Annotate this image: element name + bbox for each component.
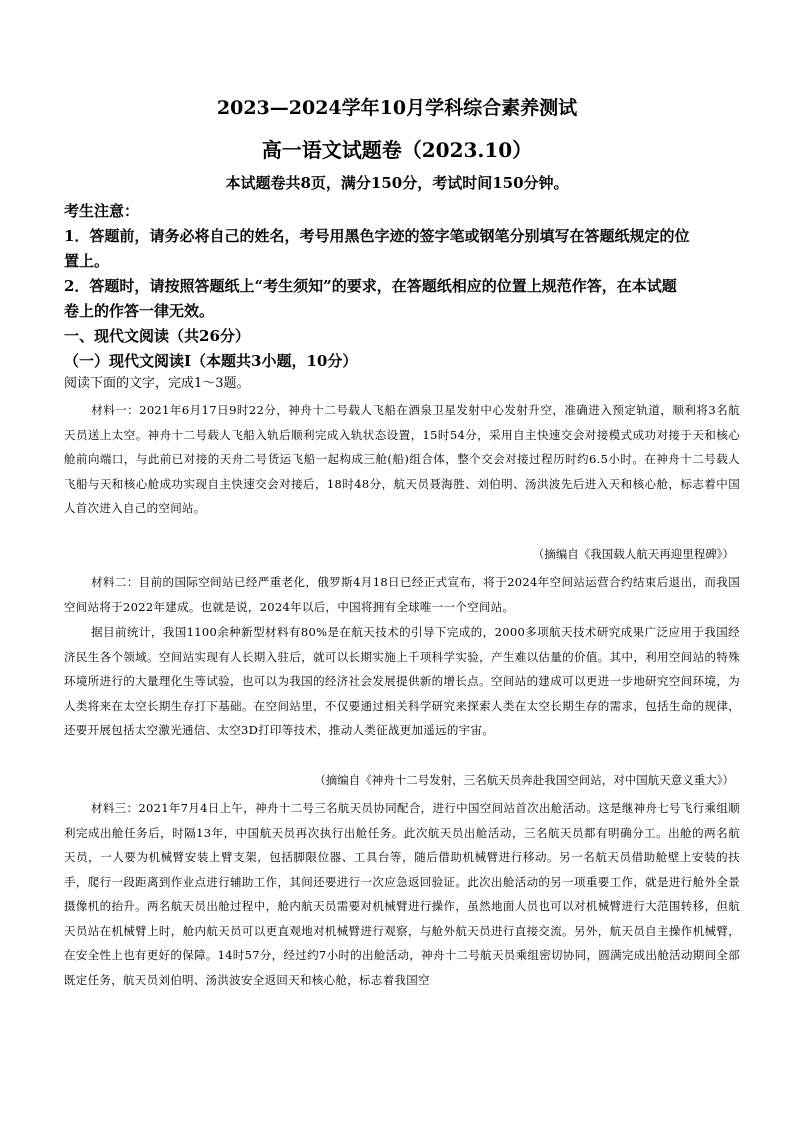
material-2-text-1: 材料二：目前的国际空间站已经严重老化，俄罗斯4月18日已经正式宣布，将于2024年空间站运营合约结束后退出，而我国空间站将于2022年建成。也就是说，2024年以后，中国将拥有全球唯一一个空间站。 [64, 575, 740, 614]
notice-item-1-line-2: 置上。 [64, 252, 110, 270]
notice-item-2-line-1: 2．答题时，请按照答题纸上“考生须知”的要求，在答题纸相应的位置上规范作答，在本试题 [64, 277, 677, 295]
notice-item-1-line-1: 1．答题前，请务必将自己的姓名，考号用黑色字迹的签字笔或钢笔分别填写在答题纸规定的位 [64, 227, 690, 245]
material-2-text-2: 据目前统计，我国1100余种新型材料有80%是在航天技术的引导下完成的，2000多项航天技术研究成果广泛应用于我国经济民生各个领域。空间站实现有人长期入驻后，就可以长期实施上千项科学实验，产生难以估量的价值。其中，利用空间站的特殊环境所进行的大量理化生等试验，也可以为我国的经济社会发展提供新的增长点。空间站的建成可以更进一步地研究空间环境，为人类将来在太空长期生存打下基础。在空间站里，不仅要通过相关科学研究来探索人类在太空长期生存的需求，包括生命的规律，还要开展包括太空激光通信、太空3D打印等技术，推动人类征战更加遥远的宇宙。 [64, 625, 740, 737]
section-heading: 一、现代文阅读（共26分） [64, 327, 250, 345]
material-1-source: （摘编自《我国载人航天再迎里程碑》） [532, 547, 734, 561]
material-3-paragraph [64, 796, 740, 992]
material-2-paragraph-2 [64, 620, 740, 743]
section-subheading: （一）现代文阅读Ⅰ（本题共3小题，10分） [64, 352, 358, 370]
material-1-text: 材料一：2021年6月17日9时22分，神舟十二号载人飞船在酒泉卫星发射中心发射升空，准确进入预定轨道，顺利将3名航天员送上太空。神舟十二号载人飞船入轨后顺利完成入轨状态设置，15时54分，采用自主快速交会对接模式成功对接于天和核心舱前向端口，与此前已对接的天舟二号货运飞船一起构成三舱(船)组合体，整个交会对接过程历时约6.5小时。在神舟十二号载人飞船与天和核心舱成功实现自主快速交会对接后，18时48分，航天员聂海胜、刘伯明、汤洪波先后进入天和核心舱，标志着中国人首次进入自己的空间站。 [64, 403, 740, 515]
material-1-paragraph [64, 398, 740, 521]
exam-subtitle: 高一语文试题卷（2023.10） [261, 138, 533, 162]
material-2-paragraph-1 [64, 570, 740, 619]
exam-info: 本试题卷共8页，满分150分，考试时间150分钟。 [225, 174, 569, 192]
material-2-source: （摘编自《神舟十二号发射，三名航天员奔赴我国空间站，对中国航天意义重大》） [314, 773, 734, 787]
reading-instruction: 阅读下面的文字，完成1～3题。 [64, 376, 250, 391]
material-3-text: 材料三：2021年7月4日上午，神舟十二号三名航天员协同配合，进行中国空间站首次出舱活动。这是继神舟七号飞行乘组顺利完成出舱任务后，时隔13年，中国航天员再次执行出舱任务。此次航天员出舱活动，三名航天员都有明确分工。出舱的两名航天员，一人要为机械臂安装上臂支架，包括脚限位器、工具台等，随后借助机械臂进行移动。另一名航天员借助舱壁上安装的扶手，爬行一段距离到作业点进行辅助工作，其间还要进行一次应急返回验证。此次出舱活动的另一项重要工作，就是进行舱外全景摄像机的抬升。两名航天员出舱过程中，舱内航天员需要对机械臂进行操作，虽然地面人员也可以对机械臂进行大范围转移，但航天员站在机械臂上时，舱内航天员可以更直观地对机械臂进行观察，与舱外航天员进行直接交流。另外，航天员自主操作机械臂，在安全性上也有更好的保障。14时57分，经过约7小时的出舱活动，神舟十二号航天员乘组密切协同，圆满完成出舱活动期间全部既定任务，航天员刘伯明、汤洪波安全返回天和核心舱，标志着我国空 [64, 801, 740, 987]
notice-heading: 考生注意： [64, 202, 140, 220]
notice-item-2-line-2: 卷上的作答一律无效。 [64, 302, 215, 320]
exam-title: 2023—2024学年10月学科综合素养测试 [216, 97, 578, 119]
